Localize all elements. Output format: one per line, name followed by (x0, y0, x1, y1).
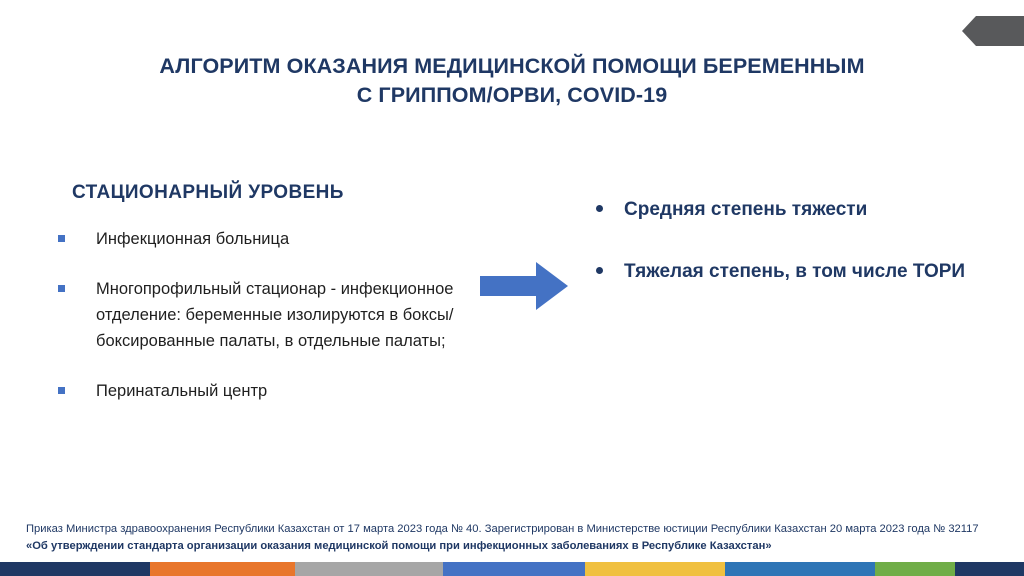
right-arrow-icon (480, 262, 568, 310)
color-bar-segment (295, 562, 443, 576)
footnote-source: Приказ Министра здравоохранения Республики Казахстан от 17 марта 2023 года № 40. Зарегистрирован в Министерстве юстиции Республики Казахстан 20 марта 2023 года № 32117 (26, 523, 979, 535)
footnote (26, 521, 998, 555)
color-bar-segment (443, 562, 585, 576)
corner-decoration-icon (962, 16, 1024, 46)
stationary-level-list (58, 226, 458, 404)
page-title-line-1: АЛГОРИТМ ОКАЗАНИЯ МЕДИЦИНСКОЙ ПОМОЩИ БЕРЕМЕННЫМ (159, 54, 865, 78)
list-item (592, 196, 982, 224)
dot-bullet-icon (596, 267, 603, 274)
right-column (592, 196, 982, 320)
footnote-title: «Об утверждении стандарта организации оказания медицинской помощи при инфекционных заболеваниях в Республике Казахстан» (26, 540, 772, 552)
list-item-label: Перинатальный центр (96, 382, 268, 400)
square-bullet-icon (58, 285, 65, 292)
color-bar-segment (955, 562, 1024, 576)
square-bullet-icon (58, 235, 65, 242)
dot-bullet-icon (596, 205, 603, 212)
color-bar-segment (725, 562, 875, 576)
severity-list (592, 196, 982, 286)
list-item-label: Тяжелая степень, в том числе ТОРИ (624, 261, 966, 282)
page-title-line-2: С ГРИППОМ/ОРВИ, COVID-19 (356, 83, 668, 107)
color-bar-segment (0, 562, 150, 576)
list-item-label: Средняя степень тяжести (624, 199, 868, 220)
color-bar-segment (875, 562, 955, 576)
square-bullet-icon (58, 387, 65, 394)
bottom-color-bar (0, 562, 1024, 576)
color-bar-segment (150, 562, 295, 576)
list-item (58, 226, 458, 252)
list-item (58, 378, 458, 404)
list-item (592, 258, 982, 286)
list-item (58, 276, 458, 354)
list-item-label: Многопрофильный стационар - инфекционное отделение: беременные изолируются в боксы/боксированные палаты, в отдельные палаты; (96, 280, 454, 350)
page-title (0, 52, 1024, 110)
section-subtitle: СТАЦИОНАРНЫЙ УРОВЕНЬ (72, 182, 344, 203)
list-item-label: Инфекционная больница (96, 230, 290, 248)
color-bar-segment (585, 562, 725, 576)
left-column (58, 182, 458, 428)
